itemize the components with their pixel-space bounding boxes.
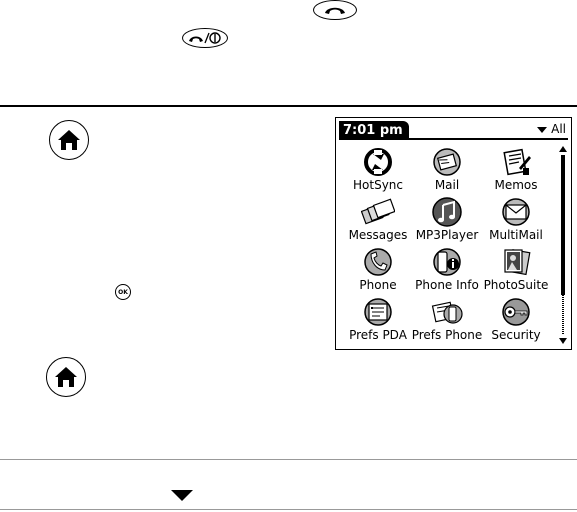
section-rule (0, 105, 577, 107)
app-label: MultiMail (489, 228, 543, 242)
ok-key-button (115, 284, 131, 300)
end-key-button (313, 0, 357, 20)
category-label: All (551, 122, 566, 136)
chevron-down-icon (537, 127, 547, 133)
mp3player-icon (430, 196, 464, 228)
app-security[interactable] (478, 296, 554, 346)
palm-applications-screen (335, 117, 572, 350)
hotsync-icon (361, 146, 395, 178)
scrollbar[interactable] (559, 146, 567, 344)
prefs-phone-icon (430, 296, 464, 328)
app-label: Prefs Phone (411, 328, 483, 342)
app-label: Phone (359, 278, 397, 292)
category-picker[interactable] (537, 121, 566, 138)
home-key-button-2 (46, 357, 86, 397)
footer-rule (0, 459, 577, 460)
security-icon (499, 296, 533, 328)
app-label: Memos (494, 178, 538, 192)
home-icon (56, 128, 82, 152)
scroll-up-arrow-icon[interactable] (559, 146, 567, 152)
messages-icon (361, 196, 395, 228)
clock-tab[interactable]: 7:01 pm (339, 121, 409, 140)
ok-key-label: OK (118, 288, 128, 296)
phone-power-icon (188, 31, 222, 45)
page-down-arrow-icon (171, 490, 193, 501)
home-icon (53, 365, 79, 389)
scroll-down-arrow-icon[interactable] (559, 338, 567, 344)
app-label: Security (491, 328, 541, 342)
home-key-button (49, 120, 89, 160)
app-label: Prefs PDA (349, 328, 407, 342)
app-label: PhotoSuite (483, 278, 549, 292)
app-label: Messages (348, 228, 408, 242)
photosuite-icon (499, 246, 533, 278)
multimail-icon (499, 196, 533, 228)
prefs-pda-icon (361, 296, 395, 328)
memos-icon (499, 146, 533, 178)
app-label: Mail (434, 178, 460, 192)
app-multimail[interactable] (478, 196, 554, 246)
app-memos[interactable] (478, 146, 554, 196)
title-bar (339, 121, 568, 140)
title-underline (339, 138, 568, 140)
phone-icon (361, 246, 395, 278)
scroll-thumb[interactable] (561, 155, 565, 295)
app-label: HotSync (353, 178, 403, 192)
phone-hangup-icon (322, 3, 348, 17)
app-label: Phone Info (415, 278, 479, 292)
app-label: MP3Player (415, 228, 479, 242)
power-end-key-button (182, 28, 228, 48)
app-photosuite[interactable] (478, 246, 554, 296)
phone-info-icon (430, 246, 464, 278)
bottom-rule (0, 509, 577, 510)
mail-icon (430, 146, 464, 178)
